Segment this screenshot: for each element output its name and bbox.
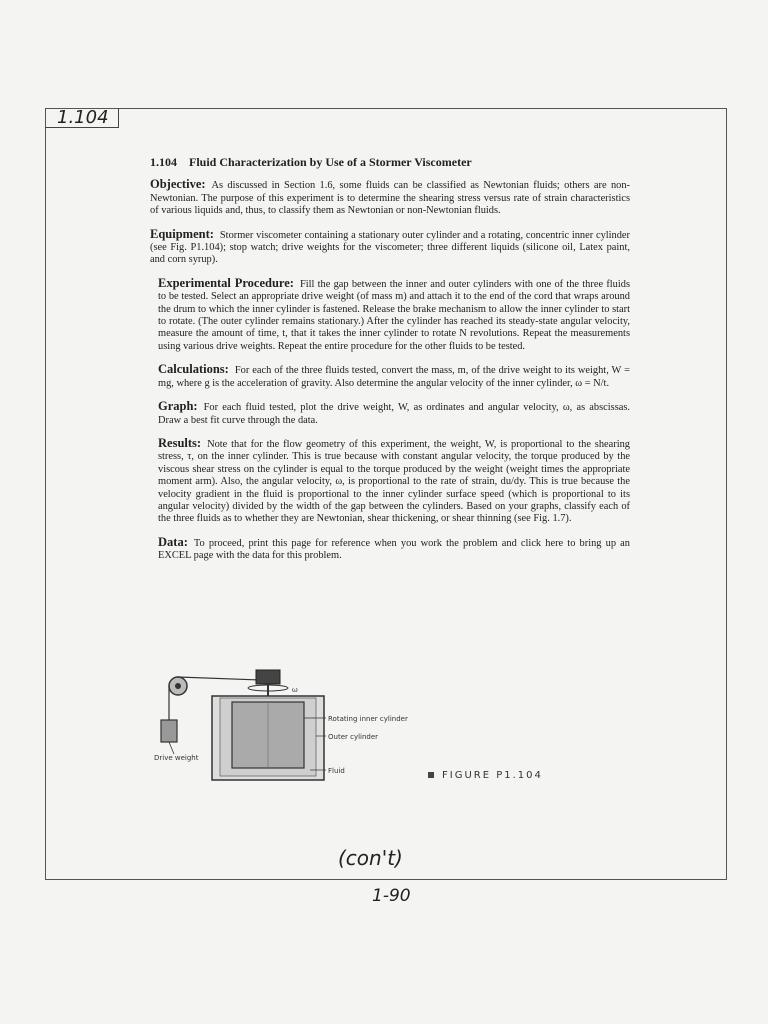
problem-number: 1.104 <box>150 155 177 169</box>
section-body: Stormer viscometer containing a stationary outer cylinder and a rotating, concentric inner cylinder (see Fig. P1.104); stop watch; drive weights for the viscometer; three different liquids (silicone oil, Latex paint, and corn syrup). <box>150 229 630 266</box>
problem-tag: 1.104 <box>45 108 119 128</box>
section-data <box>158 536 630 563</box>
page-number: 1-90 <box>372 886 411 906</box>
section-heading: Results: <box>158 435 202 450</box>
fluid-label: Fluid <box>328 767 345 775</box>
section-body: To proceed, print this page for reference when you work the problem and click here to bring up an EXCEL page with the data for this problem. <box>158 537 630 562</box>
section-heading: Data: <box>158 534 188 549</box>
continued-note: (con't) <box>338 846 403 870</box>
section-heading: Equipment: <box>150 226 214 241</box>
drive-weight-icon <box>161 720 177 742</box>
section-heading: Experimental Procedure: <box>158 275 294 290</box>
section-body: Note that for the flow geometry of this experiment, the weight, W, is proportional to the shearing stress, τ, on the inner cylinder. This is true because with constant angular velocity, the torque produced by the viscous shear stress on the cylinder is equal to the torque produced by the weight (weight times the appropriate moment arm). Also, the angular velocity, ω, is proportional to the rate of strain, du/dy. This is true because the velocity gradient in the fluid is proportional to the inner cylinder surface speed (which is proportional to its angular velocity) divided by the width of the gap between the cylinders. Based on your graphs, classify each of the three fluids as to whether they are Newtonian, shear thickening, or shear thinning (see Fig. 1.7). <box>158 438 630 525</box>
section-procedure <box>158 277 630 353</box>
section-body: As discussed in Section 1.6, some fluids can be classified as Newtonian fluids; others are non-Newtonian. The purpose of this experiment is to determine the shearing stress versus rate of strain characteristics of various liquids and, thus, to classify them as Newtonian or non-Newtonian fluids. <box>150 180 630 217</box>
section-graph <box>158 400 630 427</box>
section-body: Fill the gap between the inner and outer cylinders with one of the three fluids to be tested. Select an appropriate drive weight (of mass m) and attach it to the end of the cord that wraps around the drum to which the inner cylinder is fastened. Release the brake mechanism to allow the inner cylinder to start to rotate. (The outer cylinder remains stationary.) After the cylinder has reached its steady-state angular velocity, measure the amount of time, t, that it takes the inner cylinder to rotate N revolutions. Repeat the measurements using various drive weights. Repeat the entire procedure for the other fluids to be tested. <box>158 278 630 352</box>
omega-label: ω <box>292 686 298 694</box>
problem-title <box>150 156 630 168</box>
viscometer-figure <box>150 668 450 788</box>
section-heading: Graph: <box>158 399 198 414</box>
drum-icon <box>256 670 280 684</box>
drive-weight-label: Drive weight <box>154 754 199 762</box>
section-objective <box>150 178 630 217</box>
section-heading: Calculations: <box>158 362 229 377</box>
section-equipment <box>150 228 630 267</box>
section-results <box>158 437 630 526</box>
section-calculations <box>158 363 630 390</box>
problem-title-text: Fluid Characterization by Use of a Stormer Viscometer <box>189 155 472 169</box>
figure-caption: FIGURE P1.104 <box>428 770 543 781</box>
problem-content <box>150 156 630 573</box>
outer-cylinder-label: Outer cylinder <box>328 733 379 741</box>
rotating-cylinder-label: Rotating inner cylinder <box>328 715 408 723</box>
section-body: For each fluid tested, plot the drive weight, W, as ordinates and angular velocity, ω, as abscissas. Draw a best fit curve through the data. <box>158 402 630 426</box>
section-body: For each of the three fluids tested, convert the mass, m, of the drive weight to its weight, W = mg, where g is the acceleration of gravity. Also determine the angular velocity of the inner cylinder, ω = N/t. <box>158 365 630 389</box>
section-heading: Objective: <box>150 177 206 192</box>
bullet-icon <box>428 772 434 778</box>
